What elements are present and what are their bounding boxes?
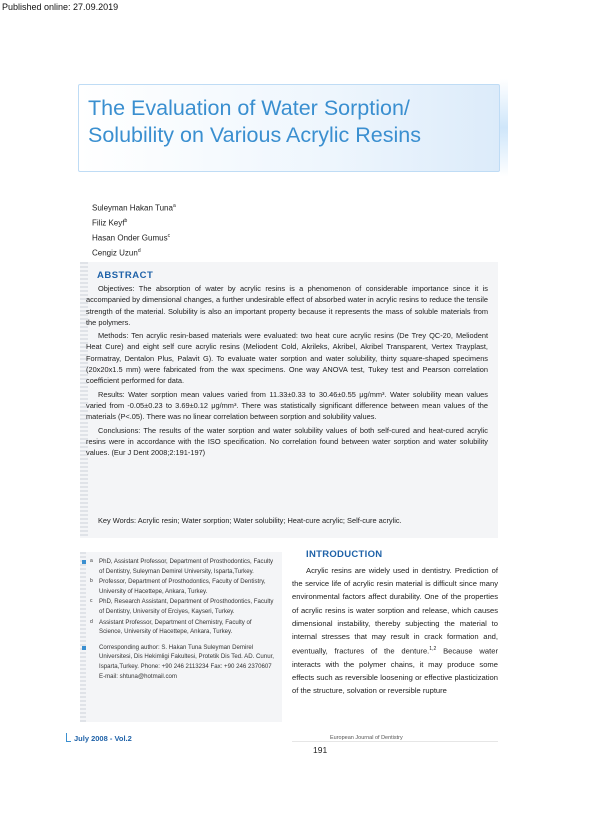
keywords: Key Words: Acrylic resin; Water sorption; Water solubility; Heat-cure acrylic; Self-cure acrylic.: [98, 516, 402, 525]
published-online-stamp: Published online: 27.09.2019: [2, 2, 119, 12]
footer-journal-name: European Journal of Dentistry: [330, 735, 403, 741]
corresponding-author: Corresponding author: S. Hakan Tuna Suleyman Demirel Universitesi, Dis Hekimligi Fakultesi, Protetik Dis Ted. AD. Cunur, Isparta,Turkey. Phone: +90 246 2113234 Fax: +90 246 2370607 E-mail: shtuna@hotmail.com: [90, 643, 275, 681]
abstract-methods: Methods: Ten acrylic resin-based materials were evaluated: two heat cure acrylic resins (De Trey QC-20, Meliodent Heat Cure) and eight self cure acrylic resins (Meliodent Cold, Akrileks, Akribel, Akribel Transparent, Vertex Trayplast, Formatray, Dentalon Plus, Palavit G). To evaluate water sorption and water solubility, thirty square-shaped specimens (20x20x1.5 mm) were fabricated from the wax specimens. One way ANOVA test, Tukey test and Pearson correlation coefficient performed for data.: [86, 331, 488, 386]
article-title: [88, 95, 498, 149]
footer-divider: [292, 741, 498, 742]
footer-issue: July 2008 - Vol.2: [66, 733, 132, 743]
title-line-2: Solubility on Various Acrylic Resins: [88, 123, 421, 147]
abstract-conclusions: Conclusions: The results of the water sorption and water solubility values of both self-cured and heat-cured acrylic resins were in accordance with the ISO specification. No correlation found between water sorption and water solubility values. (Eur J Dent 2008;2:191-197): [86, 425, 488, 458]
introduction-body: Acrylic resins are widely used in dentistry. Prediction of the service life of acrylic resin material is difficult since many environmental factors affect durability. One of the properties of acrylic resins is water sorption and release, which causes dimensional instability, thereby subjecting the material to internal stresses that may result in crack formation and, eventually, fractures of the denture.$^{1,2}$ Because water interacts with the polymer chains, it may produce some effects such as reversible loosening or effective plasticization of the structure, solvation or reversible rupture: [292, 566, 498, 696]
author: Cengiz Uzun$^d$: [92, 248, 141, 259]
introduction-heading: INTRODUCTION: [306, 549, 383, 560]
affiliation-item: b Professor, Department of Prosthodontics, Faculty of Dentistry, University of Hacettepe, Ankara, Turkey.: [90, 578, 266, 595]
square-bullet-icon: [82, 646, 86, 650]
author: Suleyman Hakan Tuna$^a$: [92, 203, 176, 213]
affiliation-item: c PhD, Research Assistant, Department of Prosthodontics, Faculty of Dentistry, University of Erciyes, Kayseri, Turkey.: [90, 598, 274, 615]
reference-marker: 1,2: [429, 646, 437, 653]
title-line-1: The Evaluation of Water Sorption/: [88, 96, 410, 120]
author: Filiz Keyf$^b$: [92, 218, 128, 228]
author-list: [92, 200, 176, 261]
affiliation-item: a PhD, Assistant Professor, Department of Prosthodontics, Faculty of Dentistry, Suleyman Demirel University, Isparta,Turkey.: [90, 557, 275, 576]
affiliations: [90, 557, 275, 681]
corner-bracket-icon: [66, 733, 71, 742]
author: Hasan Onder Gumus$^c$: [92, 233, 171, 243]
abstract-heading: ABSTRACT: [97, 270, 154, 281]
page-number: 191: [313, 745, 328, 755]
abstract-body: [86, 283, 488, 460]
square-bullet-icon: [82, 560, 86, 564]
affiliations-stripe: [80, 552, 86, 722]
abstract-results: Results: Water sorption mean values varied from 11.33±0.33 to 30.46±0.55 μg/mm³. Water solubility mean values varied from -0.05±0.23 to 3.69±0.12 μg/mm³. There was statistically significant difference between mean values of the materials (P<.05). There was no linear correlation between sorption and solubility values.: [86, 389, 488, 422]
abstract-objectives: Objectives: The absorption of water by acrylic resins is a phenomenon of considerable importance since it is accompanied by dimensional changes, a further undesirable effect of absorbed water in acrylic resins to reduce the tensile strength of the material. Solubility is also an important property because it represents the mass of soluble materials from the polymers.: [86, 284, 488, 327]
affiliation-item: d Assistant Professor, Department of Chemistry, Faculty of Science, University of Hacettepe, Ankara, Turkey.: [90, 618, 252, 636]
